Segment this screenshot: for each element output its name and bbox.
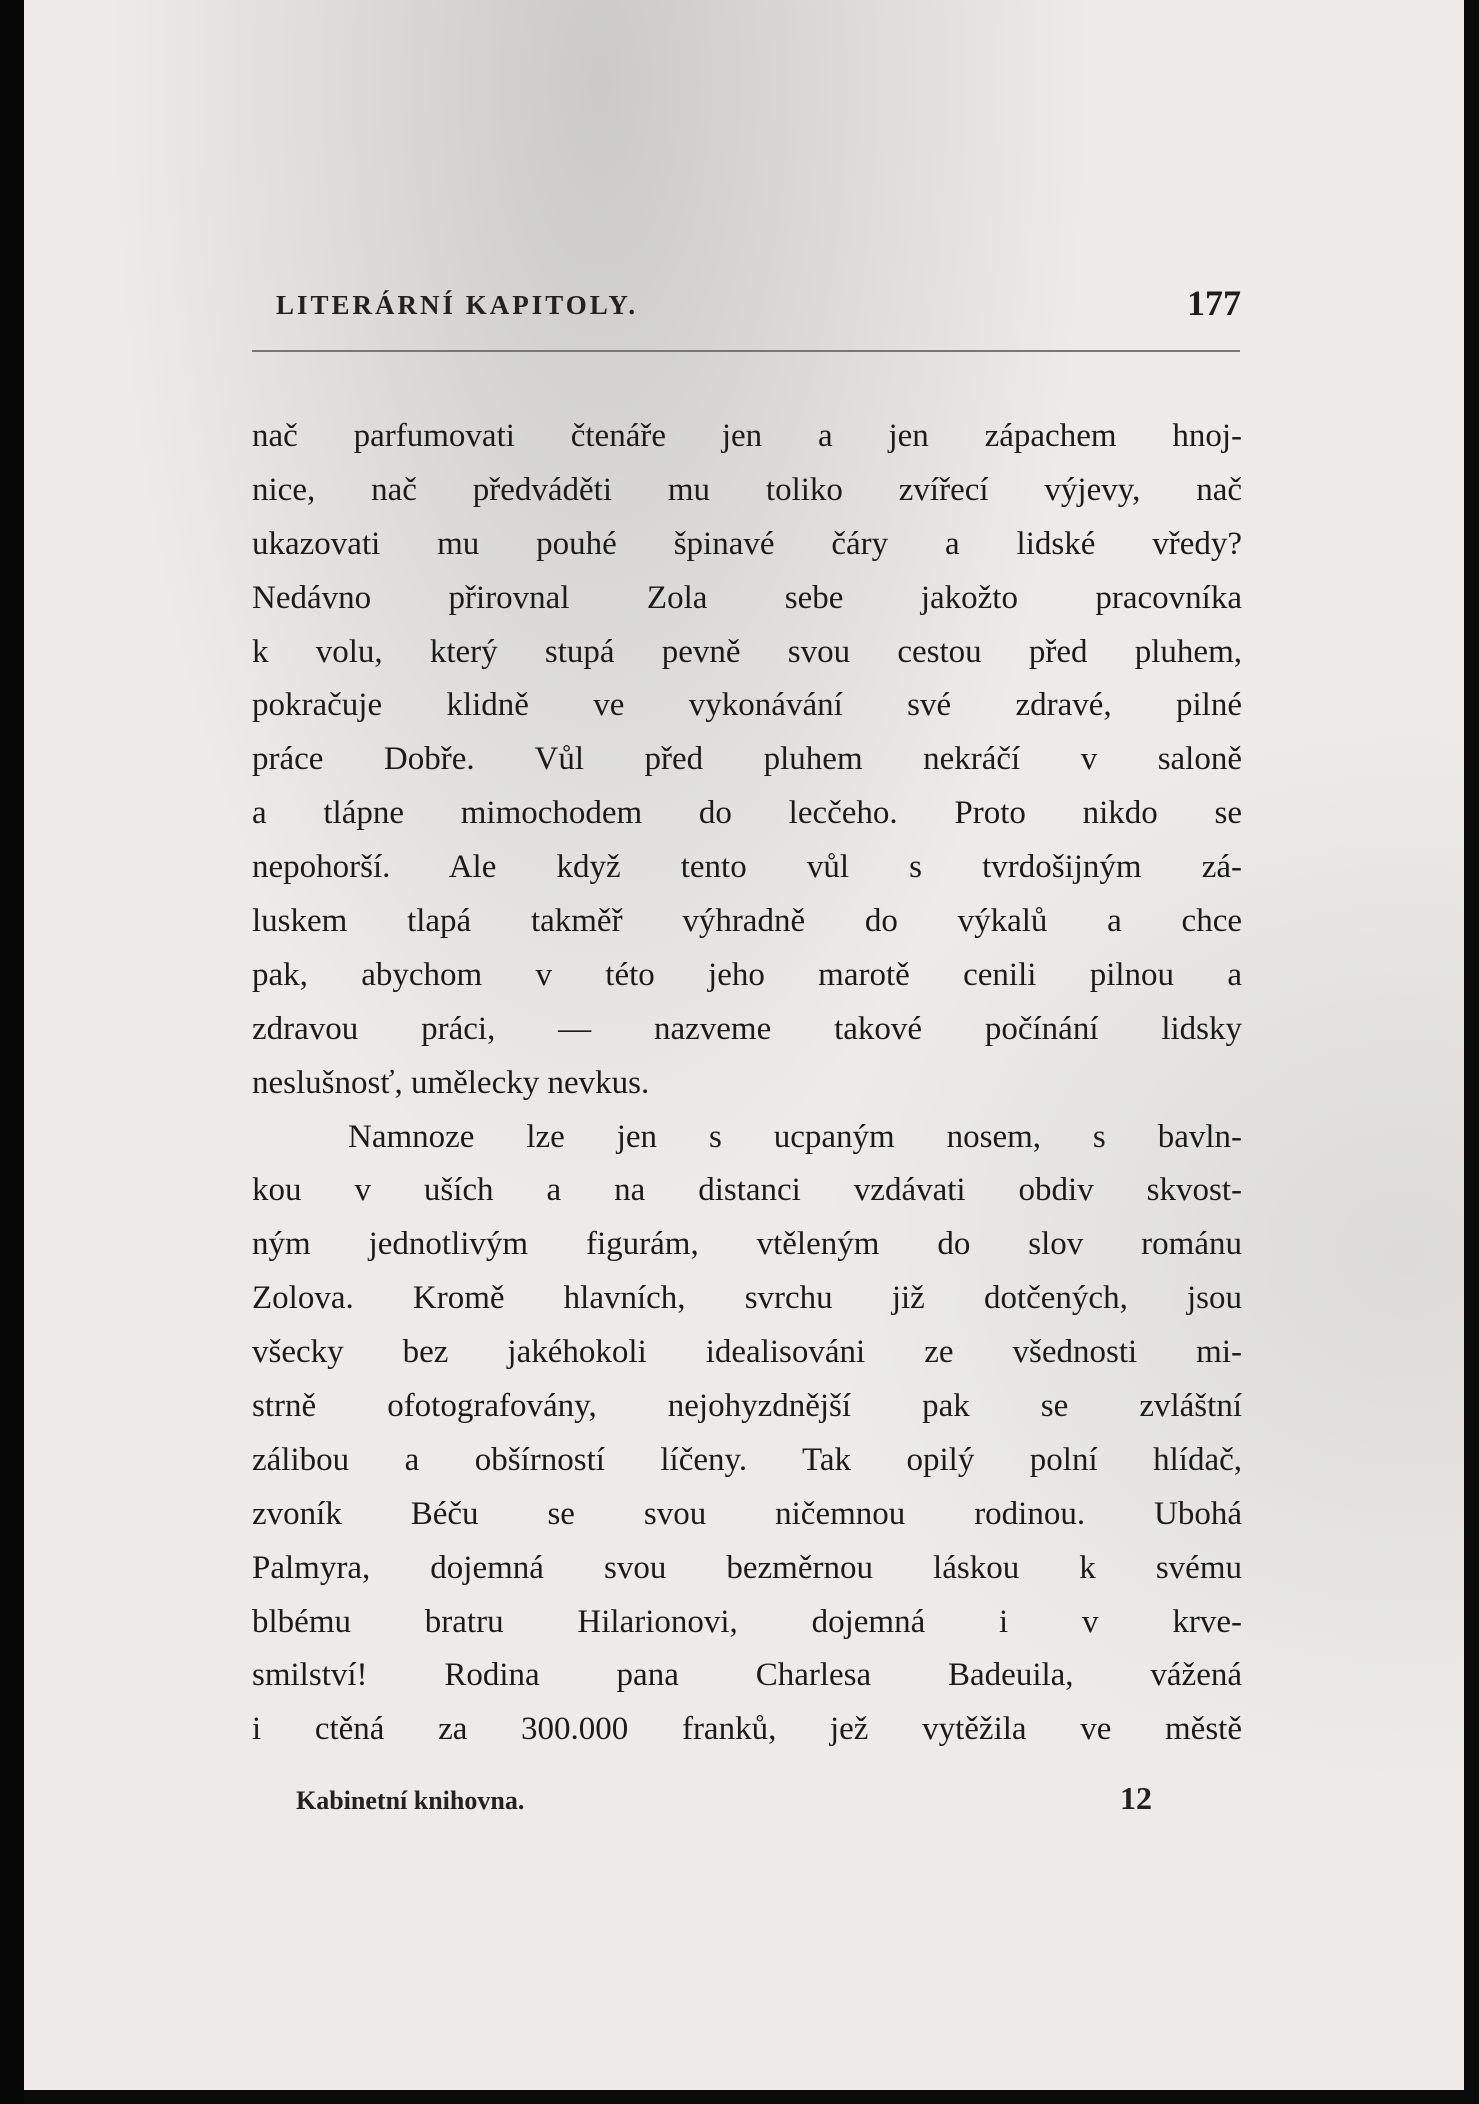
text-line: nač parfumovati čtenáře jen a jen zápachem hnoj- (252, 418, 1242, 454)
text-line: pokračuje klidně ve vykonávání své zdravé, pilné (252, 687, 1242, 724)
sheet-number: 12 (1120, 1780, 1152, 1816)
text-line: i ctěná za 300.000 franků, jež vytěžila ve městě (252, 1711, 1242, 1748)
text-line: kou v uších a na distanci vzdávati obdiv skvost- (252, 1172, 1242, 1209)
text-line: smilství! Rodina pana Charlesa Badeuila, vážená (252, 1657, 1242, 1694)
text-line: zálibou a obšírností líčeny. Tak opilý polní hlídač, (252, 1441, 1242, 1478)
body-text (252, 410, 1242, 1757)
text-line: Palmyra, dojemná svou bezměrnou láskou k svému (252, 1549, 1242, 1586)
text-line: ukazovati mu pouhé špinavé čáry a lidské vředy? (252, 525, 1242, 562)
text-line: zdravou práci, — nazveme takové počínání lidsky (252, 1010, 1242, 1047)
text-line: všecky bez jakéhokoli idealisováni ze všednosti mi- (252, 1334, 1242, 1371)
scan-left-edge (0, 0, 24, 2104)
text-line: pak, abychom v této jeho marotě cenili pilnou a (252, 956, 1242, 993)
running-title: LITERÁRNÍ KAPITOLY. (276, 290, 639, 320)
text-line: Nedávno přirovnal Zola sebe jakožto pracovníka (252, 579, 1242, 616)
page-header (276, 282, 1241, 334)
text-line: blbému bratru Hilarionovi, dojemná i v krve- (252, 1603, 1242, 1640)
text-line: neslušnosť, umělecky nevkus. (252, 1064, 650, 1101)
text-line: ným jednotlivým figurám, vtěleným do slov románu (252, 1226, 1242, 1263)
header-rule (252, 350, 1240, 352)
text-line: Namnoze lze jen s ucpaným nosem, s bavln- (348, 1118, 1242, 1155)
text-line: zvoník Béču se svou ničemnou rodinou. Ubohá (252, 1495, 1242, 1532)
text-line: luskem tlapá takměř výhradně do výkalů a chce (252, 903, 1242, 940)
text-line: Zolova. Kromě hlavních, svrchu již dotčených, jsou (252, 1280, 1242, 1317)
page-number: 177 (1187, 283, 1241, 323)
text-line: a tlápne mimochodem do lecčeho. Proto nikdo se (252, 795, 1242, 832)
text-line: nice, nač předváděti mu toliko zvířecí výjevy, nač (252, 471, 1242, 508)
text-line: nepohorší. Ale když tento vůl s tvrdošijným zá- (252, 849, 1242, 886)
text-line: strně ofotografovány, nejohyzdnější pak se zvláštní (252, 1388, 1242, 1425)
page-footer (296, 1780, 1152, 1824)
text-line: práce Dobře. Vůl před pluhem nekráčí v saloně (252, 741, 1242, 778)
printer-signature: Kabinetní knihovna. (296, 1786, 525, 1815)
text-line: k volu, který stupá pevně svou cestou před pluhem, (252, 633, 1242, 670)
